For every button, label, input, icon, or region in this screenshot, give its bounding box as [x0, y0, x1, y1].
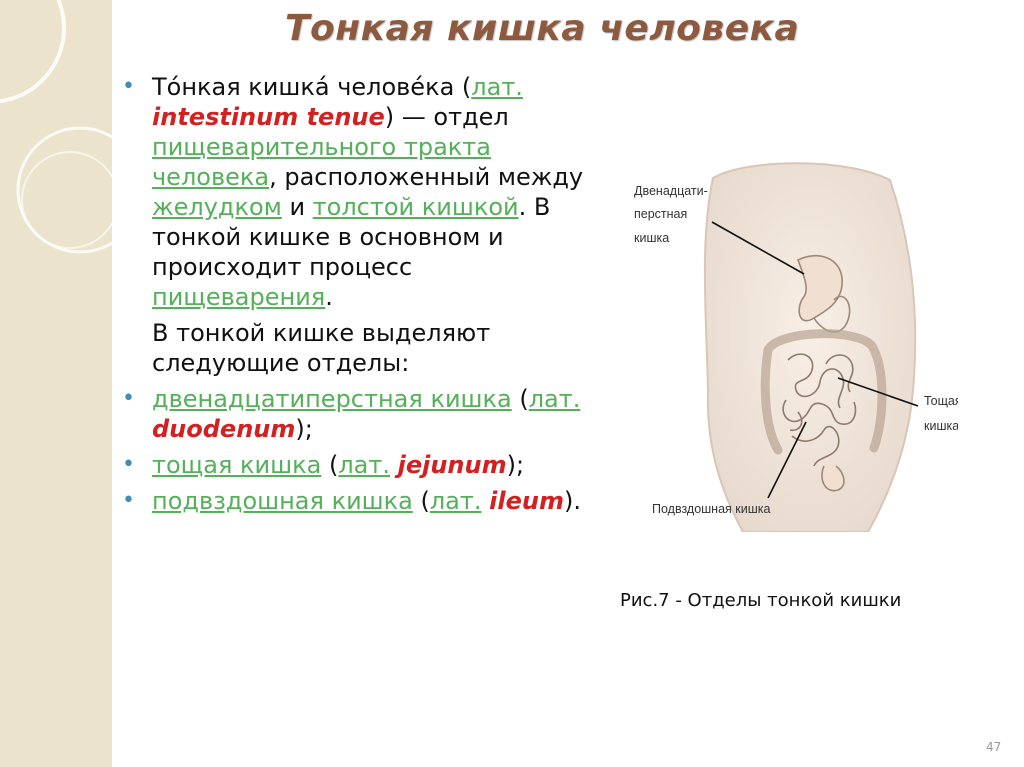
latin-term: intestinum tenue — [152, 103, 385, 131]
latin-term: ileum — [489, 487, 564, 515]
link-lat[interactable]: лат. — [471, 73, 523, 101]
label-jejunum-1: Тощая — [924, 394, 958, 408]
bullet-icon: • — [122, 386, 135, 411]
label-ileum: Подвздошная кишка — [652, 502, 771, 516]
intestine-figure — [628, 150, 958, 532]
slide-body — [118, 72, 598, 522]
bullet-icon: • — [122, 452, 135, 477]
label-duodenum-2: перстная — [634, 207, 688, 221]
torso-shape — [705, 163, 915, 532]
slide-number: 47 — [986, 740, 1002, 754]
intestine-illustration — [628, 150, 958, 532]
link-large-intestine[interactable]: толстой кишкой — [312, 193, 519, 221]
list-item: • двенадцатиперстная кишка (лат. duodenum); — [122, 385, 581, 443]
label-jejunum-2: кишка — [924, 419, 958, 433]
bullet-icon: • — [122, 488, 135, 513]
decorative-rings — [0, 0, 112, 767]
link-ileum[interactable]: подвздошная кишка — [152, 487, 413, 515]
link-stomach[interactable]: желудком — [152, 193, 282, 221]
intro-bullet: • То́нкая кишка́ челове́ка (лат. intestinum tenue) — отдел пищеварительного тракта человека, расположенный между желудком и толстой кишкой. В тонкой кишке в основном и происходит процесс пищеварения. — [122, 73, 584, 311]
list-item: • тощая кишка (лат. jejunum); — [122, 451, 525, 479]
link-jejunum[interactable]: тощая кишка — [152, 451, 322, 479]
link-lat[interactable]: лат. — [338, 451, 390, 479]
latin-term: jejunum — [397, 451, 507, 479]
decorative-sidebar — [0, 0, 112, 767]
list-item: • подвздошная кишка (лат. ileum). — [122, 487, 581, 515]
latin-term: duodenum — [152, 415, 296, 443]
bullet-icon: • — [122, 74, 135, 99]
link-digestive-tract[interactable]: пищеварительного тракта — [152, 133, 491, 161]
link-duodenum[interactable]: двенадцатиперстная кишка — [152, 385, 512, 413]
sections-intro: В тонкой кишке выделяют следующие отделы: — [152, 319, 491, 377]
slide-title: Тонкая кишка человека — [285, 8, 800, 49]
figure-caption: Рис.7 - Отделы тонкой кишки — [620, 590, 902, 611]
link-digestion[interactable]: пищеварения — [152, 283, 326, 311]
intro-text: То́нкая кишка́ челове́ка ( — [152, 73, 472, 101]
label-duodenum-1: Двенадцати- — [634, 184, 708, 198]
link-lat[interactable]: лат. — [429, 487, 482, 515]
link-lat[interactable]: лат. — [528, 385, 581, 413]
label-duodenum-3: кишка — [634, 231, 670, 245]
link-human[interactable]: человека — [152, 163, 270, 191]
